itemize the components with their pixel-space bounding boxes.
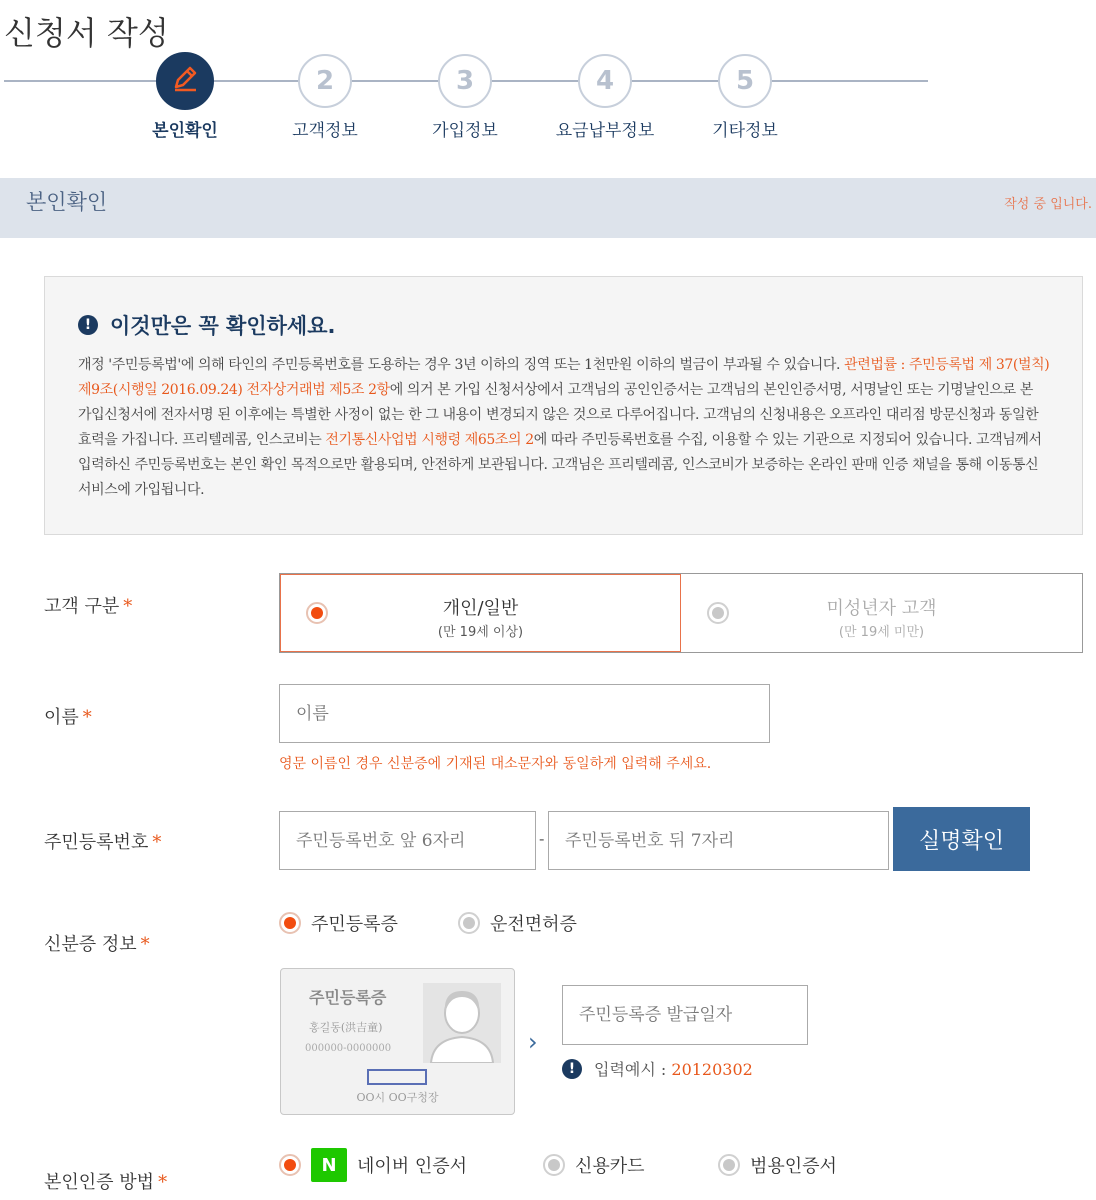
auth-general-cert[interactable]: [718, 1152, 837, 1178]
card-number: 000000-0000000: [305, 1043, 392, 1054]
notice-text: [78, 353, 1050, 503]
step-2-label: 고객정보: [292, 121, 358, 141]
rrn-back-input[interactable]: [548, 811, 889, 870]
notice-text-part: 에 따라 주민등록번호를 수집, 이용할 수 있는 기관으로 지정되어 있습니다. 고객님께서 입력하신 주민등록번호는 본인 확인 목적으로만 활용되며, 안전하게 보관됩니다. 고객님은 프리텔레콤, 인스코비가 보증하는 온라인 판매 인증 채널을 통해 이동통신 서비스에 가입됩니다.: [78, 432, 1042, 498]
step-4-circle[interactable]: 4: [578, 54, 632, 108]
radio-label: 네이버 인증서: [357, 1156, 468, 1177]
section-title: 본인확인: [26, 190, 108, 214]
step-5-circle[interactable]: 5: [718, 54, 772, 108]
auth-method-label: 본인인증 방법 *: [44, 1172, 168, 1193]
exclamation-icon: !: [78, 315, 98, 335]
pencil-icon: [170, 63, 200, 100]
option-main-label: 미성년자 고객: [826, 598, 937, 619]
step-2-circle[interactable]: 2: [298, 54, 352, 108]
customer-type-label: 고객 구분 *: [44, 596, 133, 617]
radio-selected[interactable]: [279, 1154, 301, 1176]
verify-name-button[interactable]: 실명확인: [893, 807, 1030, 871]
issue-date-example: [562, 1057, 753, 1080]
id-type-resident[interactable]: [279, 910, 398, 936]
customer-type-adult[interactable]: [280, 574, 681, 652]
step-1-circle[interactable]: [156, 52, 214, 110]
required-mark: *: [140, 934, 150, 955]
naver-logo-icon: N: [311, 1148, 347, 1182]
chevron-right-icon: ›: [528, 1028, 538, 1056]
notice-law-link[interactable]: 전기통신사업법 시행령 제65조의 2: [325, 432, 534, 448]
card-office: OO시 OO구청장: [356, 1091, 439, 1104]
page-title: 신청서 작성: [4, 14, 169, 52]
required-mark: *: [82, 707, 92, 728]
person-silhouette-icon: [423, 983, 501, 1063]
notice-title: [78, 310, 335, 340]
name-input[interactable]: [279, 684, 770, 743]
step-1-label: 본인확인: [152, 121, 218, 141]
name-hint: 영문 이름인 경우 신분증에 기재된 대소문자와 동일하게 입력해 주세요.: [279, 756, 712, 772]
example-label: 입력예시 :: [594, 1060, 672, 1079]
notice-title-text: 이것만은 꼭 확인하세요.: [110, 314, 336, 338]
example-value: 20120302: [671, 1060, 753, 1079]
step-3-circle[interactable]: 3: [438, 54, 492, 108]
id-info-label: 신분증 정보 *: [44, 934, 150, 955]
radio-unselected[interactable]: [458, 912, 480, 934]
notice-text-part: 에 의거 본 가입 신청서상에서 고객님의 공인인증서는 고객님의 본인인증서명, 서명날인 또는 기명날인으로 본 가입신청서에 전자서명 된 이후에는 특별한 사정이 없는 한 그 내용이 변경되지 않은 것으로 다루어집니다. 고객님의 신청내용은 오프라인 대리점 방문신청과 동일한 효력을 가집니다. 프리텔레콤, 인스코비는: [78, 382, 1039, 448]
radio-label: 신용카드: [575, 1156, 645, 1177]
radio-label: 운전면허증: [490, 914, 577, 935]
auth-naver[interactable]: [279, 1148, 467, 1182]
step-3-label: 가입정보: [432, 121, 498, 141]
name-label: 이름 *: [44, 707, 92, 728]
rrn-front-input[interactable]: [279, 811, 536, 870]
radio-unselected[interactable]: [718, 1154, 740, 1176]
card-title: 주민등록증: [309, 988, 387, 1007]
step-4-label: 요금납부정보: [555, 121, 655, 141]
option-main-label: 개인/일반: [442, 598, 519, 619]
exclamation-icon: !: [562, 1059, 582, 1079]
section-status: 작성 중 입니다.: [1004, 197, 1092, 212]
radio-label: 주민등록증: [311, 914, 398, 935]
id-type-driver[interactable]: [458, 910, 577, 936]
rrn-label: 주민등록번호 *: [44, 832, 162, 853]
option-sub-label: (만 19세 미만): [838, 625, 925, 640]
required-mark: *: [158, 1172, 168, 1193]
card-name: 홍길동(洪吉童): [309, 1021, 383, 1034]
auth-credit-card[interactable]: [543, 1152, 645, 1178]
section-bar: [0, 178, 1096, 238]
notice-text-part: 개정 '주민등록법'에 의해 타인의 주민등록번호를 도용하는 경우 3년 이하의 징역 또는 1천만원 이하의 벌금이 부과될 수 있습니다.: [78, 357, 845, 373]
customer-type-minor[interactable]: [681, 574, 1082, 652]
required-mark: *: [152, 832, 162, 853]
id-card-sample: [280, 968, 515, 1115]
option-sub-label: (만 19세 이상): [437, 625, 524, 640]
radio-selected[interactable]: [279, 912, 301, 934]
customer-type-selector: [279, 573, 1083, 653]
step-5-label: 기타정보: [712, 121, 778, 141]
issue-date-input[interactable]: [562, 985, 808, 1045]
radio-label: 범용인증서: [750, 1156, 837, 1177]
required-mark: *: [123, 596, 133, 617]
radio-unselected[interactable]: [543, 1154, 565, 1176]
rrn-separator: -: [539, 829, 545, 848]
notice-law-link[interactable]: 관련법률 : 주민등록법 제 37(벌칙) 제9조(시행일 2016.09.24) 전자상거래법 제5조 2항: [78, 357, 1050, 398]
seal-stamp: [367, 1069, 427, 1085]
